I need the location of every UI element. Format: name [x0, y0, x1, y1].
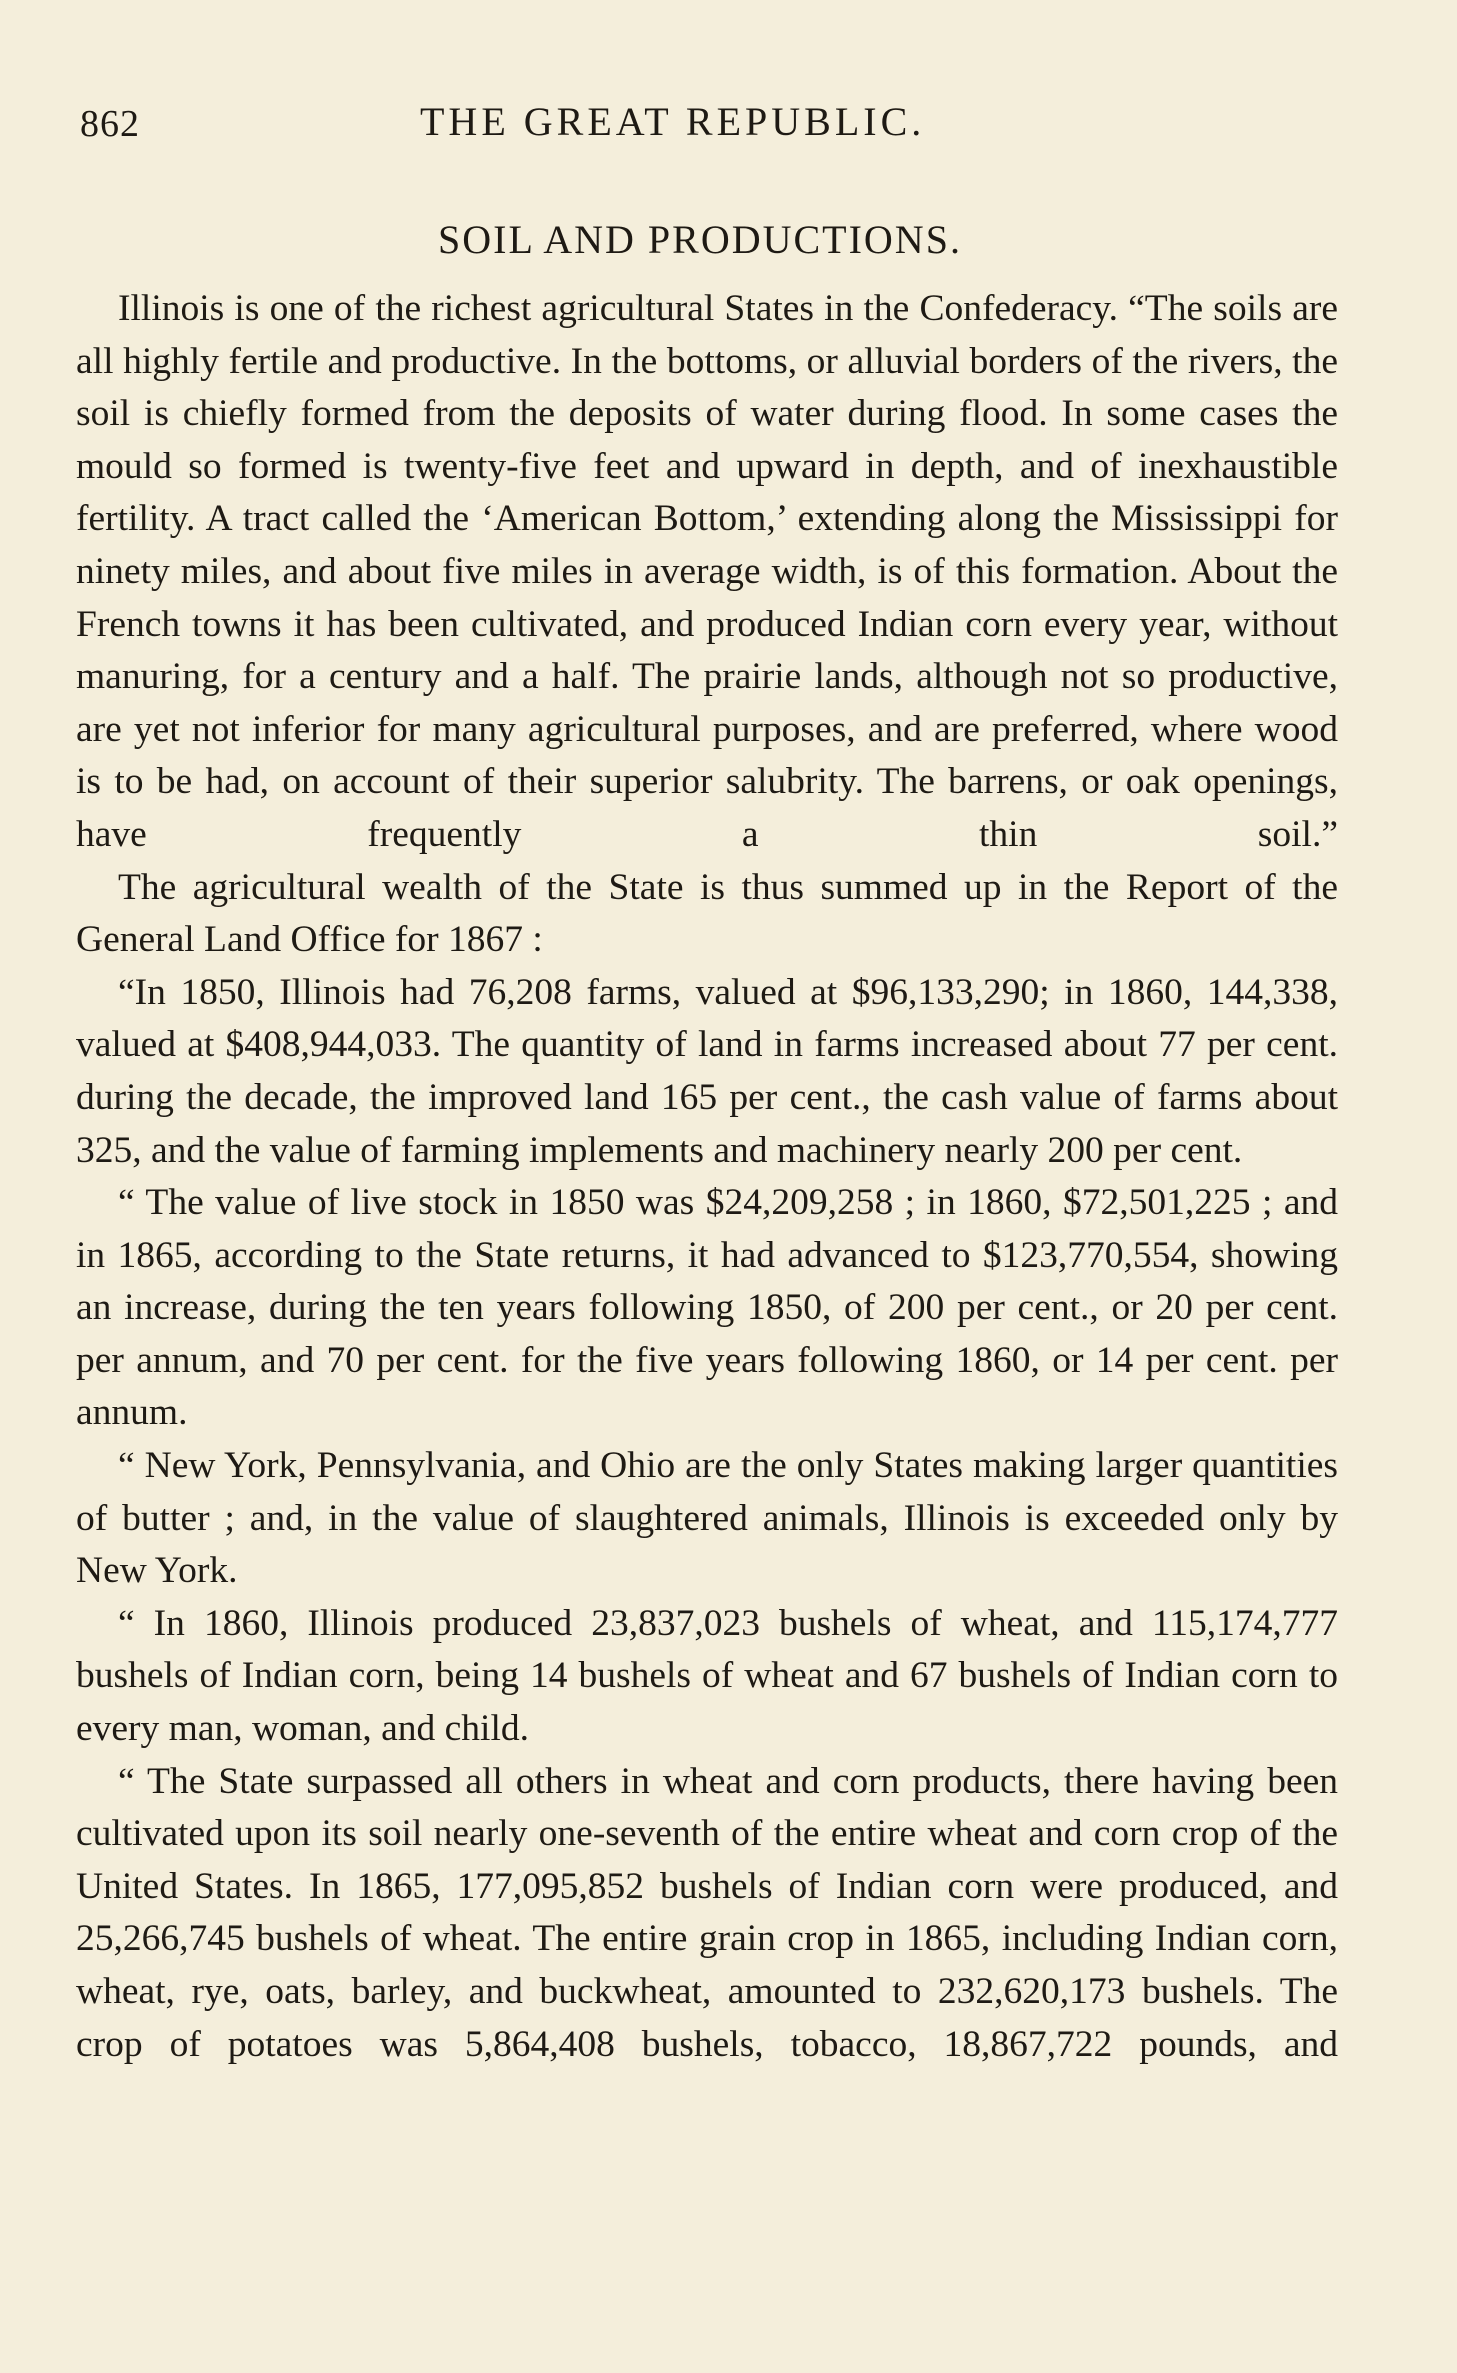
section-title: SOIL AND PRODUCTIONS. — [438, 217, 962, 262]
paragraph: The agricultural wealth of the State is thus summed up in the Report of the General Land Office for 1867 : — [76, 866, 1338, 961]
paragraph: “ The value of live stock in 1850 was $24,209,258 ; in 1860, $72,501,225 ; and in 1865, according to the State returns, it had advanced to $123,770,554, showing an increase, during the ten years following 1850, of 200 per cent., or 20 per cent. per annum, and 70 per cent. for the five years following 1860, or 14 per cent. per annum. — [76, 1182, 1338, 1434]
paragraph: “ New York, Pennsylvania, and Ohio are the only States making larger quantities of butter ; and, in the value of slaughtered animals, Illinois is exceeded only by New York. — [76, 1445, 1338, 1592]
paragraph: Illinois is one of the richest agricultural States in the Confederacy. “The soils are all highly fertile and productive. In the bottoms, or alluvial borders of the rivers, the soil is chiefly formed from the deposits of water during flood. In some cases the mould so formed is twenty-five feet and upward in depth, and of inexhaustible fertility. A tract called the ‘American Bottom,’ extending along the Mississippi for ninety miles, and about five miles in average width, is of this formation. About the French towns it has been cultivated, and produced Indian corn every year, without manuring, for a century and a half. The prairie lands, although not so productive, are yet not inferior for many agricultural purposes, and are preferred, where wood is to be had, on account of their superior salubrity. The barrens, or oak openings, have frequently a thin soil.” — [76, 288, 1338, 855]
paragraph: “ In 1860, Illinois produced 23,837,023 bushels of wheat, and 115,174,777 bushels of Indian corn, being 14 bushels of wheat and 67 bushels of Indian corn to every man, woman, and child. — [76, 1602, 1338, 1750]
paragraph: “ The State surpassed all others in wheat and corn products, there having been cultivated upon its soil nearly one-seventh of the entire wheat and corn crop of the United States. In 1865, 177,095,852 bushels of Indian corn were produced, and 25,266,745 bushels of wheat. The entire grain crop in 1865, including Indian corn, wheat, rye, oats, barley, and buckwheat, amounted to 232,620,173 bushels. The crop of potatoes was 5,864,408 bushels, tobacco, 18,867,722 pounds, and — [76, 1760, 1338, 2065]
page-number: 862 — [80, 103, 140, 145]
running-title: THE GREAT REPUBLIC. — [420, 99, 926, 144]
body-text — [76, 283, 1338, 2071]
paragraph: “In 1850, Illinois had 76,208 farms, valued at $96,133,290; in 1860, 144,338, valued at $408,944,033. The quantity of land in farms increased about 77 per cent. during the decade, the improved land 165 per cent., the cash value of farms about 325, and the value of farming implements and machinery nearly 200 per cent. — [76, 971, 1338, 1171]
